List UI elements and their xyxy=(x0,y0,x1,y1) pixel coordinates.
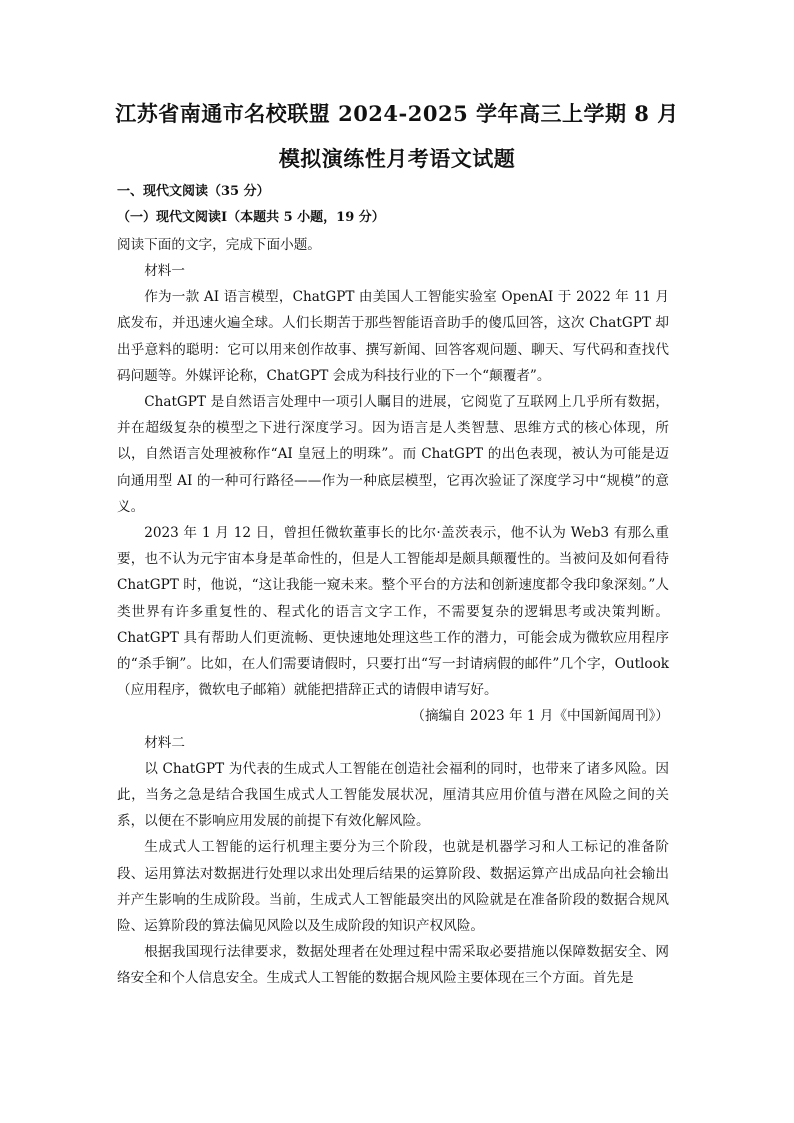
material-two-paragraph-1: 以 ChatGPT 为代表的生成式人工智能在创造社会福利的同时，也带来了诸多风险。因此，当务之急是结合我国生成式人工智能发展状况，厘清其应用价值与潜在风险之间的关系，以便在不影响应用发展的前提下有效化解风险。 xyxy=(117,760,669,830)
section-heading: 一、现代文阅读（35 分） xyxy=(117,184,270,199)
reading-passage xyxy=(117,258,669,992)
material-one-paragraph-1: 作为一款 AI 语言模型，ChatGPT 由美国人工智能实验室 OpenAI 于 2022 年 11 月底发布，并迅速火遍全球。人们长期苦于那些智能语音助手的傻瓜回答，这次 ChatGPT 却出乎意料的聪明：它可以用来创作故事、撰写新闻、回答客观问题、聊天、写代码和查找代码问题等。外媒评论称，ChatGPT 会成为科技行业的下一个“颠覆者”。 xyxy=(117,289,669,384)
document-title-line2: 模拟演练性月考语文试题 xyxy=(278,146,516,171)
material-one-paragraph-3: 2023 年 1 月 12 日，曾担任微软董事长的比尔·盖茨表示，他不认为 Web3 有那么重要，也不认为元宇宙本身是革命性的，但是人工智能却是颇具颠覆性的。当被问及如何看待 ChatGPT 时，他说，“这让我能一窥未来。整个平台的方法和创新速度都令我印象深刻。”人类世界有许多重复性的、程式化的语言文字工作，不需要复杂的逻辑思考或决策判断。ChatGPT 具有帮助人们更流畅、更快速地处理这些工作的潜力，可能会成为微软应用程序的“杀手锏”。比如，在人们需要请假时，只要打出“写一封请病假的邮件”几个字，Outlook（应用程序，微软电子邮箱）就能把措辞正式的请假申请写好。 xyxy=(117,525,669,699)
reading-instruction: 阅读下面的文字，完成下面小题。 xyxy=(117,237,321,253)
material-one-source: （摘编自 2023 年 1 月《中国新闻周刊》） xyxy=(411,708,669,725)
material-two-label: 材料二 xyxy=(144,734,185,751)
material-one-paragraph-2: ChatGPT 是自然语言处理中一项引人瞩目的进展，它阅览了互联网上几乎所有数据，并在超级复杂的模型之下进行深度学习。因为语言是人类智慧、思维方式的核心体现，所以，自然语言处理被称作“AI 皇冠上的明珠”。而 ChatGPT 的出色表现，被认为可能是迈向通用型 AI 的一种可行路径——作为一种底层模型，它再次验证了深度学习中“规模”的意义。 xyxy=(117,394,669,515)
material-one-label: 材料一 xyxy=(144,263,185,279)
document-title-line1: 江苏省南通市名校联盟 2024-2025 学年高三上学期 8 月 xyxy=(115,101,679,126)
subsection-heading: （一）现代文阅读Ⅰ（本题共 5 小题，19 分） xyxy=(117,210,385,225)
material-two-paragraph-2: 生成式人工智能的运行机理主要分为三个阶段，也就是机器学习和人工标记的准备阶段、运用算法对数据进行处理以求出处理后结果的运算阶段、数据运算产出成品向社会输出并产生影响的生成阶段。当前，生成式人工智能最突出的风险就是在准备阶段的数据合规风险、运算阶段的算法偏见风险以及生成阶段的知识产权风险。 xyxy=(117,839,669,935)
material-two-paragraph-3: 根据我国现行法律要求，数据处理者在处理过程中需采取必要措施以保障数据安全、网络安全和个人信息安全。生成式人工智能的数据合规风险主要体现在三个方面。首先是 xyxy=(117,944,669,987)
